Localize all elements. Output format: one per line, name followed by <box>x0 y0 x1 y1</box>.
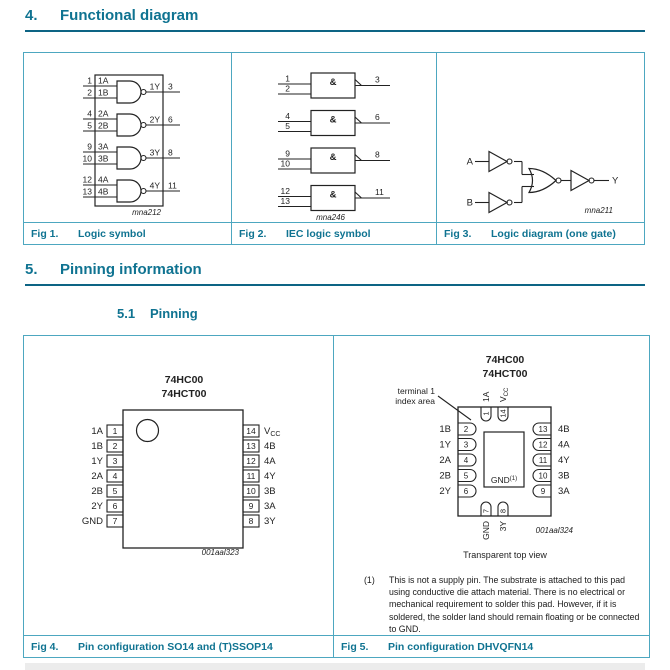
fig1-caption-text: Logic symbol <box>78 227 146 240</box>
next-table-edge-strip <box>25 663 645 670</box>
pin-number: 2 <box>112 441 118 451</box>
pin-label: 1B <box>439 424 451 435</box>
polarity-wedge <box>355 117 362 123</box>
input-label: B <box>466 197 473 209</box>
pin-label: 4Y <box>558 455 570 466</box>
package-pin-right <box>243 455 276 467</box>
pin-label: GND <box>81 516 103 527</box>
pin-label: 1A <box>91 426 103 437</box>
pin-label: 3A <box>558 486 570 497</box>
fig4-caption-text: Pin configuration SO14 and (T)SSOP14 <box>78 640 273 653</box>
pin-label: 4A <box>98 174 109 185</box>
nand-gate <box>83 142 180 170</box>
package-pin-left <box>91 470 123 482</box>
fig5-note <box>364 574 646 635</box>
pin-number: 10 <box>82 153 92 164</box>
fig2-caption-label: Fig 2. <box>239 227 267 240</box>
pin-number: 11 <box>538 456 548 465</box>
or-gate <box>529 169 556 193</box>
pin-number: 11 <box>375 187 384 197</box>
figure-watermark: 001aal323 <box>201 548 239 557</box>
pin-label: VCC <box>264 426 281 438</box>
center-pad-label: GND$^{(1)}$ <box>490 475 518 485</box>
pin-label: 3Y <box>264 516 276 527</box>
fig3-caption-text: Logic diagram (one gate) <box>491 227 616 240</box>
section-heading-pinning-information <box>25 261 202 278</box>
package-pin-left <box>91 440 123 452</box>
pin-number: 13 <box>538 425 548 434</box>
nand-gate <box>83 109 180 137</box>
pinning-figures <box>23 335 650 658</box>
iec-operator: & <box>329 189 337 201</box>
pin-number: 14 <box>246 426 256 436</box>
fig1-cell <box>24 53 231 244</box>
pin-number: 5 <box>112 486 118 496</box>
inverter <box>571 171 589 191</box>
pin-number: 3 <box>112 456 118 466</box>
iec-gate <box>278 148 390 173</box>
pin-label: 1A <box>481 391 491 402</box>
nand-shape <box>117 81 141 103</box>
pin-label: 2B <box>98 120 109 131</box>
inversion-bubble <box>141 123 146 128</box>
package-pin-left <box>82 515 123 527</box>
fig1-caption-label: Fig 1. <box>31 227 59 240</box>
package-pin-right <box>243 485 276 497</box>
figure-watermark: mna212 <box>132 208 161 217</box>
heading-rule <box>25 30 645 32</box>
inversion-bubble <box>141 90 146 95</box>
pin-label: 2Y <box>439 486 451 497</box>
pin-number: 1 <box>87 75 92 86</box>
pin-number: 4 <box>285 111 290 121</box>
subsection-heading-pinning <box>117 306 198 321</box>
pin-number: 5 <box>463 471 469 481</box>
pin-number: 9 <box>248 501 254 511</box>
pin-number: 8 <box>375 149 380 160</box>
pin-label: 3Y <box>498 521 508 532</box>
figure-watermark: 001aal324 <box>535 526 573 535</box>
package-body <box>123 410 243 548</box>
package-type-title: 74HCT00 <box>482 368 528 380</box>
fig2-cell <box>231 53 436 244</box>
pin-label: 4A <box>264 456 276 467</box>
pin-number: 13 <box>280 196 290 206</box>
pin-label: 4Y <box>264 471 276 482</box>
pin-label: 4A <box>558 439 570 451</box>
terminal1-index-label: terminal 1 <box>397 386 435 396</box>
fig1-caption <box>24 222 231 244</box>
pin-number: 6 <box>463 487 469 496</box>
package-pin-bottom <box>498 502 508 531</box>
fig3-cell <box>436 53 644 244</box>
package-pin-right <box>243 515 276 527</box>
package-pin-left <box>91 485 123 497</box>
fig3-caption <box>437 222 644 244</box>
pin-label: 4B <box>98 186 109 197</box>
output-label: Y <box>612 175 619 187</box>
pin-number: 2 <box>463 425 469 434</box>
nand-gate <box>83 76 180 104</box>
pin-number: 3 <box>375 74 380 85</box>
fig4-caption-label: Fig 4. <box>31 640 59 653</box>
section-number: 5. <box>25 261 38 278</box>
fig5-caption-text: Pin configuration DHVQFN14 <box>388 640 534 653</box>
package-pin-right <box>243 425 280 438</box>
pin-label: 3B <box>558 470 570 482</box>
polarity-wedge <box>355 155 362 161</box>
pin-label: GND <box>481 521 491 540</box>
package-pin-left <box>91 455 123 467</box>
inverter <box>489 193 507 213</box>
fig4-caption <box>24 635 333 657</box>
one-gate-logic <box>467 152 619 213</box>
section-heading-functional-diagram <box>25 7 198 24</box>
pin-number: 1 <box>481 411 491 416</box>
pin-label: 2A <box>439 455 451 466</box>
pin-label: 4B <box>558 424 570 435</box>
pin-label: 2Y <box>149 114 160 125</box>
pin-number: 13 <box>82 186 92 197</box>
pin-number: 4 <box>112 471 118 481</box>
fig5-cell <box>333 336 649 657</box>
pin-number: 10 <box>246 486 256 496</box>
pin-number: 12 <box>246 456 256 466</box>
pin-number: 2 <box>285 83 290 94</box>
package-pin-right <box>243 470 276 482</box>
heading-rule <box>25 284 645 286</box>
fig4-so14-pin-configuration-diagram <box>24 336 332 636</box>
pin1-indicator <box>137 420 159 442</box>
pin-number: 9 <box>87 141 92 152</box>
pin-number: 12 <box>280 186 290 196</box>
fig2-caption-text: IEC logic symbol <box>286 227 371 240</box>
fig4-cell <box>24 336 333 657</box>
fig5-caption-label: Fig 5. <box>341 640 369 653</box>
pin-label: 2B <box>439 470 451 482</box>
pin-label: 2Y <box>91 501 103 512</box>
pin-label: 3Y <box>149 147 160 158</box>
pin-label: 4B <box>264 441 276 452</box>
pin-label: 1A <box>98 75 109 86</box>
package-type-title: 74HC00 <box>164 374 204 386</box>
pin-label: 1Y <box>439 439 451 451</box>
pin-number: 10 <box>538 471 548 481</box>
pin-number: 6 <box>375 112 380 122</box>
figure-watermark: mna211 <box>584 206 613 215</box>
iec-operator: & <box>329 77 337 88</box>
pin-number: 3 <box>168 81 173 92</box>
pin-number: 8 <box>248 516 254 526</box>
pin-number: 9 <box>285 148 290 159</box>
inversion-bubble <box>141 189 146 194</box>
pin-number: 5 <box>285 121 290 131</box>
pin-number: 7 <box>481 508 491 514</box>
pin-number: 11 <box>168 180 177 191</box>
fig5-note-reference: (1) <box>364 575 375 585</box>
pin-number: 1 <box>112 426 118 436</box>
nand-shape <box>117 180 141 202</box>
input-label: A <box>466 156 473 168</box>
polarity-wedge <box>355 80 362 86</box>
iec-operator: & <box>329 114 337 126</box>
pin-number: 11 <box>246 471 256 481</box>
functional-diagram-figures <box>23 52 645 245</box>
fig2-iec-logic-symbol-diagram <box>232 53 436 223</box>
top-view-caption: Transparent top view <box>463 550 547 560</box>
section-title: Pinning information <box>60 261 202 278</box>
fig1-logic-symbol-diagram <box>24 53 231 223</box>
package-pin-top <box>481 391 491 421</box>
pin-label: 4Y <box>149 180 160 191</box>
package-pin-right <box>243 500 276 512</box>
fig5-caption <box>334 635 649 657</box>
iec-gate <box>278 186 390 211</box>
nand-shape <box>117 147 141 169</box>
fig3-logic-diagram-one-gate <box>437 53 643 223</box>
pin-number: 4 <box>87 108 92 119</box>
pin-number: 10 <box>280 158 290 169</box>
pin-number: 8 <box>168 147 173 158</box>
pin-label: 2B <box>91 486 103 497</box>
pin-number: 12 <box>82 174 92 185</box>
pin-label: 1Y <box>91 456 103 467</box>
pin-number: 6 <box>112 501 118 511</box>
pin-label: 3A <box>264 501 276 512</box>
pin-number: 13 <box>246 441 256 451</box>
terminal1-index-label: index area <box>395 396 435 406</box>
pin-number: 5 <box>87 120 92 131</box>
figure-watermark: mna246 <box>316 213 345 222</box>
pin-number: 7 <box>112 516 118 526</box>
pin-number: 4 <box>463 456 469 465</box>
subsection-title: Pinning <box>150 306 198 321</box>
pin-label: 2A <box>91 471 103 482</box>
inverter <box>489 152 507 172</box>
fig5-note-text: This is not a supply pin. The substrate is attached to this pad using conductive die attach material. There is no electrical or mechanical requirement to solder this pad. However, if it is soldered, the solder land should remain floating or be connected to GND. <box>389 575 640 634</box>
iec-operator: & <box>329 152 337 163</box>
pin-number: 3 <box>463 440 469 450</box>
pin-label: 3B <box>264 486 276 497</box>
package-type-title: 74HC00 <box>485 354 525 366</box>
pin-number: 2 <box>87 87 92 98</box>
pin-label: 3A <box>98 141 109 152</box>
pin-number: 1 <box>285 73 290 84</box>
pin-label: $V_{CC}$ <box>498 387 510 402</box>
subsection-number: 5.1 <box>117 306 136 321</box>
nand-gate <box>83 175 180 203</box>
package-pin-bottom <box>481 502 491 540</box>
pin-label: 1B <box>91 441 103 452</box>
package-type-title: 74HCT00 <box>161 388 207 400</box>
pin-number: 9 <box>540 487 546 496</box>
pin-number: 6 <box>168 114 173 125</box>
nand-shape <box>117 114 141 136</box>
section-title: Functional diagram <box>60 7 199 24</box>
pin-label: 2A <box>98 108 109 119</box>
iec-gate <box>278 111 390 136</box>
inversion-bubble <box>141 156 146 161</box>
package-pin-top <box>498 387 510 421</box>
package-pin-left <box>91 425 123 437</box>
package-pin-left <box>91 500 123 512</box>
iec-gate <box>278 73 390 98</box>
pin-number: 8 <box>498 508 508 514</box>
pin-label: 1Y <box>149 81 160 92</box>
section-number: 4. <box>25 7 38 24</box>
pin-number: 12 <box>538 440 548 450</box>
pin-label: 3B <box>98 153 109 164</box>
pin-number: 14 <box>498 409 508 418</box>
fig3-caption-label: Fig 3. <box>444 227 472 240</box>
package-pin-right <box>243 440 276 452</box>
fig2-caption <box>232 222 436 244</box>
pin-label: 1B <box>98 87 109 98</box>
polarity-wedge <box>355 192 362 198</box>
